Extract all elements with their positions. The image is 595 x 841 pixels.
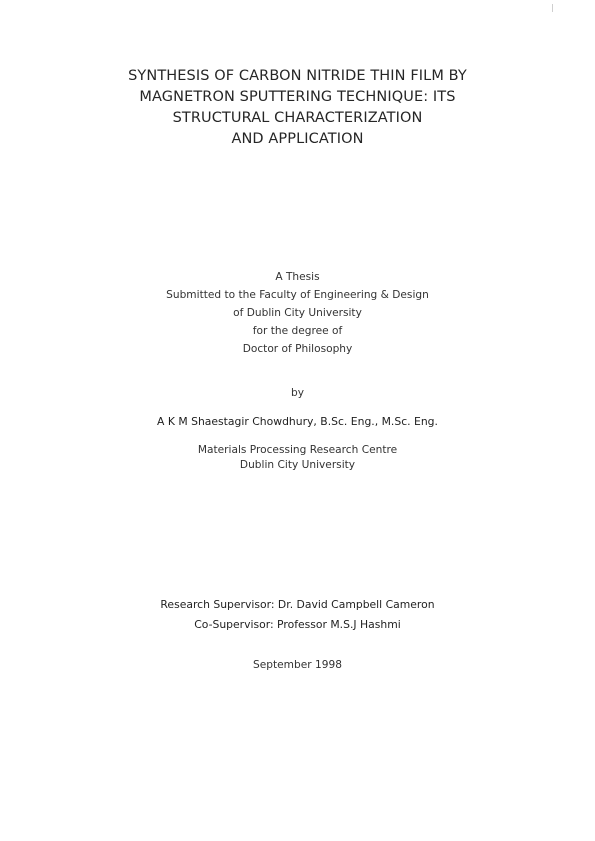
faculty-line: Submitted to the Faculty of Engineering & Design (166, 289, 429, 301)
submission-date: September 1998 (253, 659, 342, 671)
affiliation-university: Dublin City University (239, 459, 356, 471)
title-line-4: AND APPLICATION (231, 131, 364, 147)
affiliation (40, 443, 555, 473)
research-supervisor: Research Supervisor: Dr. David Campbell Cameron (160, 598, 435, 611)
scan-edge-mark (552, 4, 553, 12)
degree-intro-line: for the degree of (252, 325, 343, 337)
submission-statement (40, 268, 555, 358)
thesis-title (40, 66, 555, 150)
title-line-1: SYNTHESIS OF CARBON NITRIDE THIN FILM BY (128, 68, 467, 84)
supervisors (40, 595, 555, 635)
title-line-3: STRUCTURAL CHARACTERIZATION (172, 110, 423, 126)
by-label: by (291, 387, 304, 399)
research-centre: Materials Processing Research Centre (197, 444, 398, 456)
co-supervisor: Co-Supervisor: Professor M.S.J Hashmi (194, 618, 401, 631)
university-line: of Dublin City University (233, 307, 362, 319)
title-line-2: MAGNETRON SPUTTERING TECHNIQUE: ITS (139, 89, 456, 105)
degree-name: Doctor of Philosophy (242, 343, 353, 355)
document-type: A Thesis (275, 271, 320, 283)
author-name: A K M Shaestagir Chowdhury, B.Sc. Eng., M.Sc. Eng. (157, 415, 438, 428)
